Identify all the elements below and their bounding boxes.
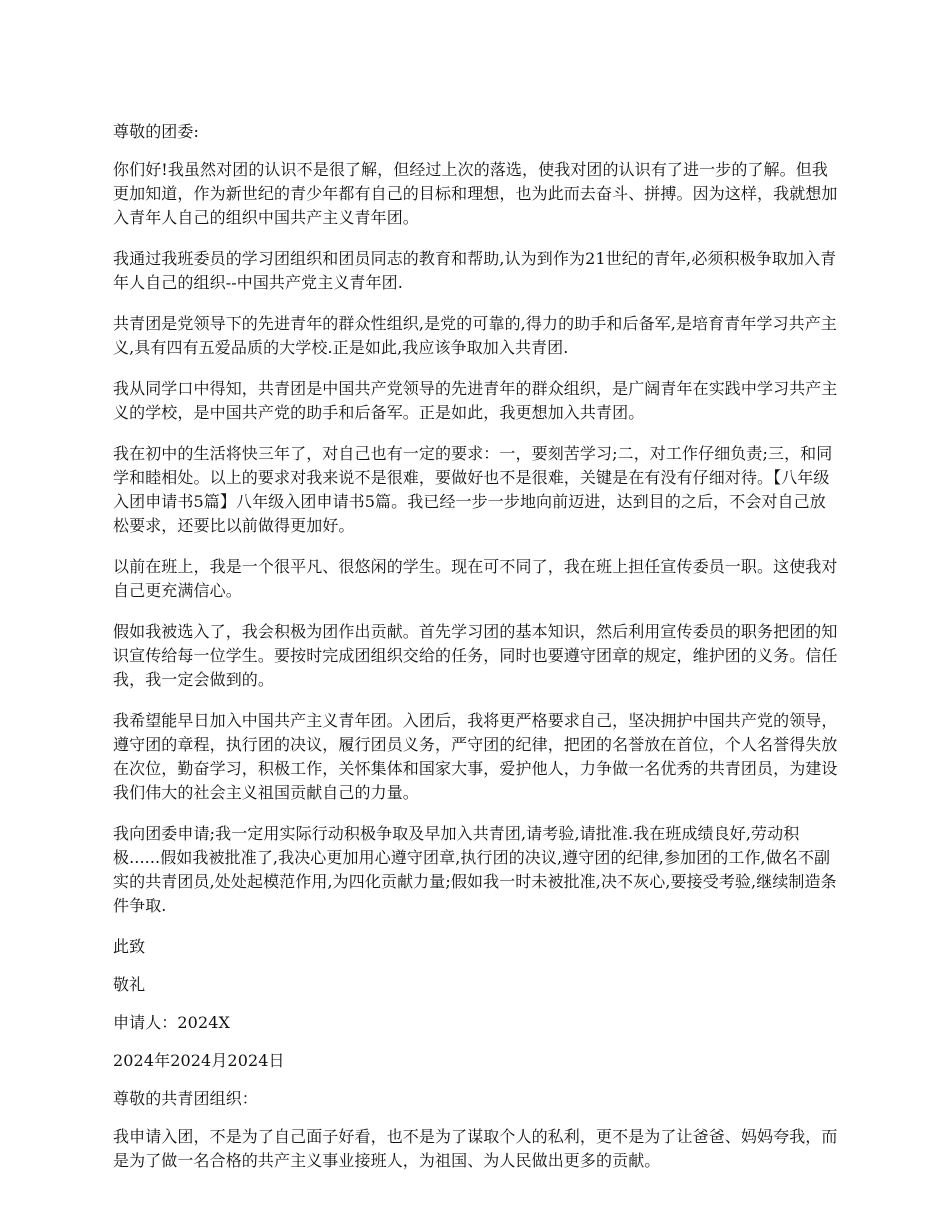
paragraph-8: 我希望能早日加入中国共产主义青年团。入团后，我将更严格要求自己，坚决拥护中国共产党的领导，遵守团的章程，执行团的决议，履行团员义务，严守团的纪律，把团的名誉放在首位，个人名誉得失放在次位，勤奋学习，积极工作，关怀集体和国家大事，爱护他人，力争做一名优秀的共青团员，为建设我们伟大的社会主义祖国贡献自己的力量。 (113, 711, 838, 802)
closing-2: 敬礼 (113, 975, 146, 994)
salutation-2: 尊敬的共青团组织： (113, 1089, 258, 1108)
paragraph-2: 我通过我班委员的学习团组织和团员同志的教育和帮助,认为到作为21世纪的青年,必须积极争取加入青年人自己的组织--中国共产党主义青年团. (113, 249, 837, 292)
salutation: 尊敬的团委: (113, 122, 199, 141)
paragraph-9: 我向团委申请;我一定用实际行动积极争取及早加入共青团,请考验,请批准.我在班成绩良好,劳动积极......假如我被批准了,我决心更加用心遵守团章,执行团的决议,遵守团的纪律,参加团的工作,做名不副实的共青团员,处处起模范作用,为四化贡献力量;假如我一时未被批准,决不灰心,要接受考验,继续制造条件争取. (113, 824, 837, 915)
paragraph-4: 我从同学口中得知，共青团是中国共产党领导的先进青年的群众组织，是广阔青年在实践中学习共产主义的学校，是中国共产党的助手和后备军。正是如此，我更想加入共青团。 (113, 379, 838, 422)
paragraph-10: 我申请入团，不是为了自己面子好看，也不是为了谋取个人的私利，更不是为了让爸爸、妈妈夸我，而是为了做一名合格的共产主义事业接班人，为祖国、为人民做出更多的贡献。 (113, 1127, 838, 1170)
document-page (113, 120, 840, 1190)
applicant: 申请人：2024X (113, 1013, 231, 1032)
paragraph-1: 你们好!我虽然对团的认识不是很了解，但经过上次的落选，使我对团的认识有了进一步的了解。但我更加知道，作为新世纪的青少年都有自己的目标和理想，也为此而去奋斗、拼搏。因为这样，我就想加入青年人自己的组织中国共产主义青年团。 (113, 160, 838, 227)
date: 2024年2024月2024日 (113, 1051, 285, 1070)
paragraph-3: 共青团是党领导下的先进青年的群众性组织,是党的可靠的,得力的助手和后备军,是培育青年学习共产主义,具有四有五爱品质的大学校.正是如此,我应该争取加入共青团. (113, 314, 837, 357)
paragraph-6: 以前在班上，我是一个很平凡、很悠闲的学生。现在可不同了，我在班上担任宣传委员一职。这使我对自己更充满信心。 (113, 557, 838, 600)
closing-1: 此致 (113, 937, 146, 956)
paragraph-5: 我在初中的生活将快三年了，对自己也有一定的要求：一，要刻苦学习;二，对工作仔细负责;三，和同学和睦相处。以上的要求对我来说不是很难，要做好也不是很难，关键是在有没有仔细对待。【八年级入团申请书5篇】八年级入团申请书5篇。我已经一步一步地向前迈进，达到目的之后，不会对自己放松要求，还要比以前做得更加好。 (113, 444, 833, 535)
paragraph-7: 假如我被选入了，我会积极为团作出贡献。首先学习团的基本知识，然后利用宣传委员的职务把团的知识宣传给每一位学生。要按时完成团组织交给的任务，同时也要遵守团章的规定，维护团的义务。信任我，我一定会做到的。 (113, 622, 838, 689)
